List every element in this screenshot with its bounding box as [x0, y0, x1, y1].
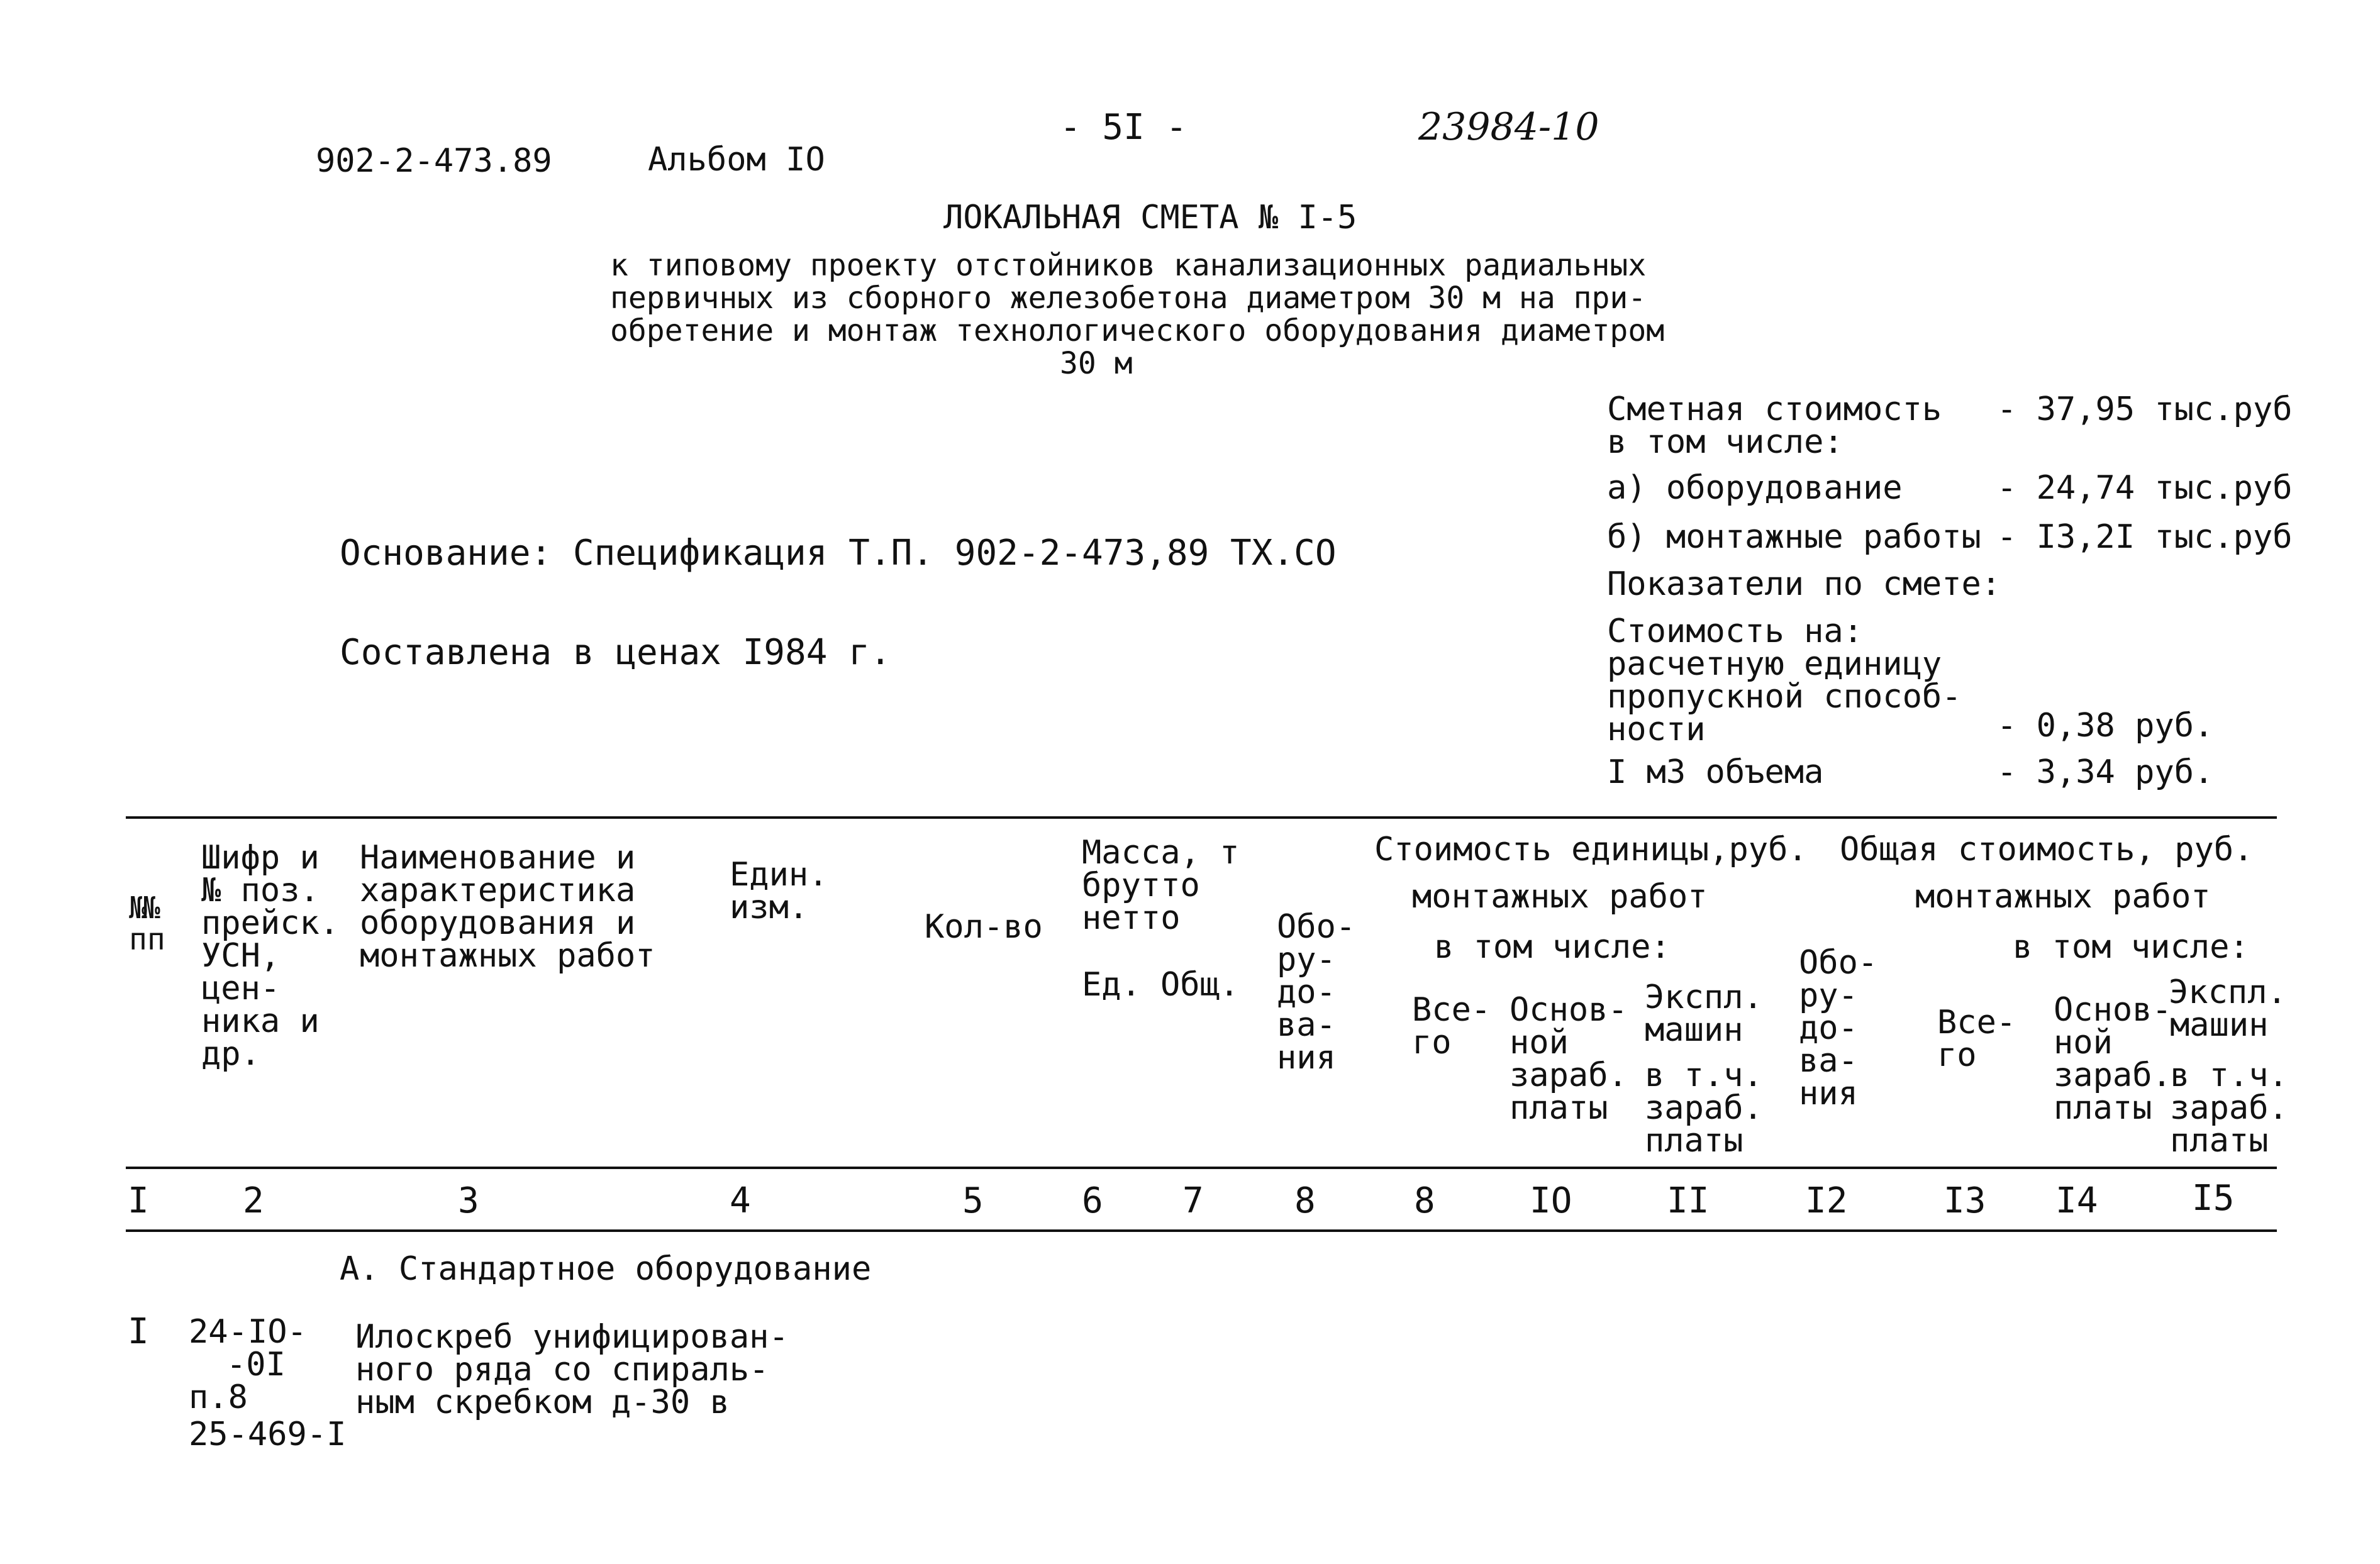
cost-per-m3-value: - 3,34 руб.: [1997, 753, 2214, 791]
cost-per-label-4: ности: [1607, 711, 1706, 748]
subtitle-line-3: обретение и монтаж технологического оборудования диаметром: [610, 313, 1665, 348]
col-header-machines2-line-5: платы: [2170, 1122, 2269, 1160]
col-header-unit-line-1: Един.: [730, 856, 828, 894]
subtitle-line-2: первичных из сборного железобетона диаметром 30 м на при-: [610, 280, 1647, 316]
col-header-mass-line-3: нетто: [1082, 899, 1181, 937]
table-header-rule: [126, 1167, 2277, 1169]
col-header-name-line-3: оборудования и: [360, 904, 636, 942]
col-header-equipment2-line-4: ва-: [1799, 1042, 1858, 1080]
col-header-total2-line-2: го: [1937, 1036, 1977, 1074]
col-header-mass-line-2: брутто: [1082, 867, 1200, 904]
col-header-name-line-2: характеристика: [360, 872, 636, 909]
col-header-machines-line-3: в т.ч.: [1645, 1057, 1763, 1094]
col-subgroup-including-1: в том числе:: [1434, 928, 1671, 966]
col-header-machines-line-2: машин: [1645, 1011, 1743, 1049]
col-number: I4: [2055, 1180, 2098, 1221]
col-header-machines2-line-3: в т.ч.: [2170, 1057, 2288, 1094]
col-header-machines2-line-4: зараб.: [2170, 1089, 2288, 1127]
prices-year-text: Составлена в ценах I984 г.: [340, 632, 891, 673]
col-header-mass-total: Общ.: [1160, 966, 1240, 1004]
table-top-rule: [126, 816, 2277, 819]
row-name-line-1: Илоскреб унифицирован-: [355, 1318, 789, 1356]
col-header-machines-line-1: Экспл.: [1645, 979, 1763, 1016]
col-header-total2-line-1: Все-: [1937, 1004, 2016, 1041]
col-header-code-line-1: Шифр и: [201, 839, 320, 877]
basis-text: Основание: Спецификация Т.П. 902-2-473,89 ТХ.СО: [340, 533, 1337, 574]
col-header-machines-line-4: зараб.: [1645, 1089, 1763, 1127]
col-header-number-line-2: пп: [129, 922, 165, 957]
row-number: I: [128, 1311, 149, 1352]
col-header-number-line-1: №№: [129, 890, 155, 926]
row-name-line-2: ного ряда со спираль-: [355, 1351, 769, 1389]
col-number: 3: [458, 1180, 479, 1221]
col-group-total-cost: Общая стоимость, руб.: [1840, 831, 2254, 868]
cost-total-value: - 37,95 тыс.руб: [1997, 391, 2293, 428]
col-header-base-salary2-line-4: платы: [2054, 1089, 2152, 1127]
col-header-code-line-6: ника и: [201, 1002, 320, 1040]
album-label: Альбом IO: [648, 141, 825, 179]
col-header-equipment2-line-1: Обо-: [1799, 944, 1878, 982]
col-header-mass-unit: Ед.: [1082, 966, 1141, 1004]
cost-including-label: в том числе:: [1607, 423, 1843, 461]
cost-installation-value: - I3,2I тыс.руб: [1997, 518, 2293, 556]
col-header-equipment-line-2: ру-: [1277, 941, 1336, 979]
col-number: I5: [2192, 1178, 2235, 1219]
col-subgroup-including-2: в том числе:: [2013, 928, 2249, 966]
cost-equipment-value: - 24,74 тыс.руб: [1997, 469, 2293, 507]
col-header-equipment-line-4: ва-: [1277, 1006, 1336, 1044]
cost-per-label-1: Стоимость на:: [1607, 613, 1863, 650]
col-header-equipment-line-3: до-: [1277, 973, 1336, 1011]
cost-per-m3-label: I м3 объема: [1607, 753, 1824, 791]
col-header-code-line-4: УСН,: [201, 937, 281, 975]
col-header-total-line-2: го: [1412, 1024, 1452, 1062]
handwritten-number: 23984-10: [1418, 105, 1599, 149]
col-number: I3: [1943, 1180, 1986, 1221]
row-code-line-4: 25-469-I: [189, 1416, 347, 1453]
col-number: 6: [1082, 1180, 1103, 1221]
col-header-equipment2-line-2: ру-: [1799, 977, 1858, 1014]
subtitle-line-4: 30 м: [1060, 346, 1133, 381]
page-title: ЛОКАЛЬНАЯ СМЕТА № I-5: [943, 199, 1357, 236]
col-number: 4: [730, 1180, 751, 1221]
cost-total-label: Сметная стоимость: [1607, 391, 1942, 428]
col-header-equipment-line-5: ния: [1277, 1039, 1336, 1077]
row-code-line-3: п.8: [189, 1378, 248, 1416]
table-colnum-rule: [126, 1229, 2277, 1232]
row-name-line-3: ным скребком д-30 в: [355, 1384, 730, 1421]
col-number: II: [1667, 1180, 1710, 1221]
subtitle-line-1: к типовому проекту отстойников канализационных радиальных: [610, 248, 1647, 283]
col-header-code-line-5: цен-: [201, 970, 281, 1007]
col-header-base-salary-line-2: ной: [1510, 1024, 1569, 1062]
col-number: 2: [243, 1180, 264, 1221]
col-header-base-salary2-line-1: Основ-: [2054, 991, 2172, 1029]
col-header-base-salary2-line-3: зараб.: [2054, 1057, 2172, 1094]
col-header-machines2-line-2: машин: [2170, 1006, 2269, 1044]
row-code-line-2: -0I: [226, 1346, 286, 1384]
col-header-base-salary-line-3: зараб.: [1510, 1057, 1628, 1094]
col-header-quantity: Кол-во: [925, 908, 1043, 946]
col-number: 7: [1182, 1180, 1204, 1221]
col-header-base-salary2-line-2: ной: [2054, 1024, 2113, 1062]
col-header-machines-line-5: платы: [1645, 1122, 1743, 1160]
col-header-unit-line-2: изм.: [730, 889, 809, 926]
col-header-total-line-1: Все-: [1412, 991, 1491, 1029]
col-number: 8: [1294, 1180, 1316, 1221]
cost-per-label-2: расчетную единицу: [1607, 645, 1942, 683]
col-subgroup-installation-1: монтажных работ: [1412, 878, 1708, 916]
section-heading: А. Стандартное оборудование: [340, 1250, 872, 1288]
col-header-base-salary-line-4: платы: [1510, 1089, 1608, 1127]
col-header-equipment-line-1: Обо-: [1277, 908, 1356, 946]
col-number: IO: [1530, 1180, 1572, 1221]
col-number: 5: [962, 1180, 984, 1221]
cost-equipment-label: а) оборудование: [1607, 469, 1903, 507]
cost-per-unit-value: - 0,38 руб.: [1997, 707, 2214, 745]
col-number: 8: [1414, 1180, 1435, 1221]
page-number: - 5I -: [1060, 107, 1187, 148]
col-header-name-line-4: монтажных работ: [360, 937, 655, 975]
col-header-machines2-line-1: Экспл.: [2169, 973, 2287, 1011]
col-header-equipment2-line-3: до-: [1799, 1009, 1858, 1047]
col-header-mass-line-1: Масса, т: [1082, 834, 1240, 872]
col-header-base-salary-line-1: Основ-: [1510, 991, 1628, 1029]
doc-code: 902-2-473.89: [316, 142, 552, 180]
col-number: I: [128, 1180, 149, 1221]
col-header-code-line-7: др.: [201, 1035, 260, 1073]
cost-installation-label: б) монтажные работы: [1607, 518, 1981, 556]
col-header-name-line-1: Наименование и: [360, 839, 636, 877]
cost-per-label-3: пропускной способ-: [1607, 678, 1962, 716]
indicators-label: Показатели по смете:: [1607, 565, 2001, 603]
col-header-code-line-2: № поз.: [201, 872, 320, 909]
col-header-equipment2-line-5: ния: [1799, 1075, 1858, 1112]
row-code-line-1: 24-IO-: [189, 1313, 307, 1351]
col-subgroup-installation-2: монтажных работ: [1915, 878, 2211, 916]
col-group-unit-cost: Стоимость единицы,руб.: [1374, 831, 1808, 868]
col-header-code-line-3: прейск.: [201, 904, 340, 942]
col-number: I2: [1805, 1180, 1848, 1221]
